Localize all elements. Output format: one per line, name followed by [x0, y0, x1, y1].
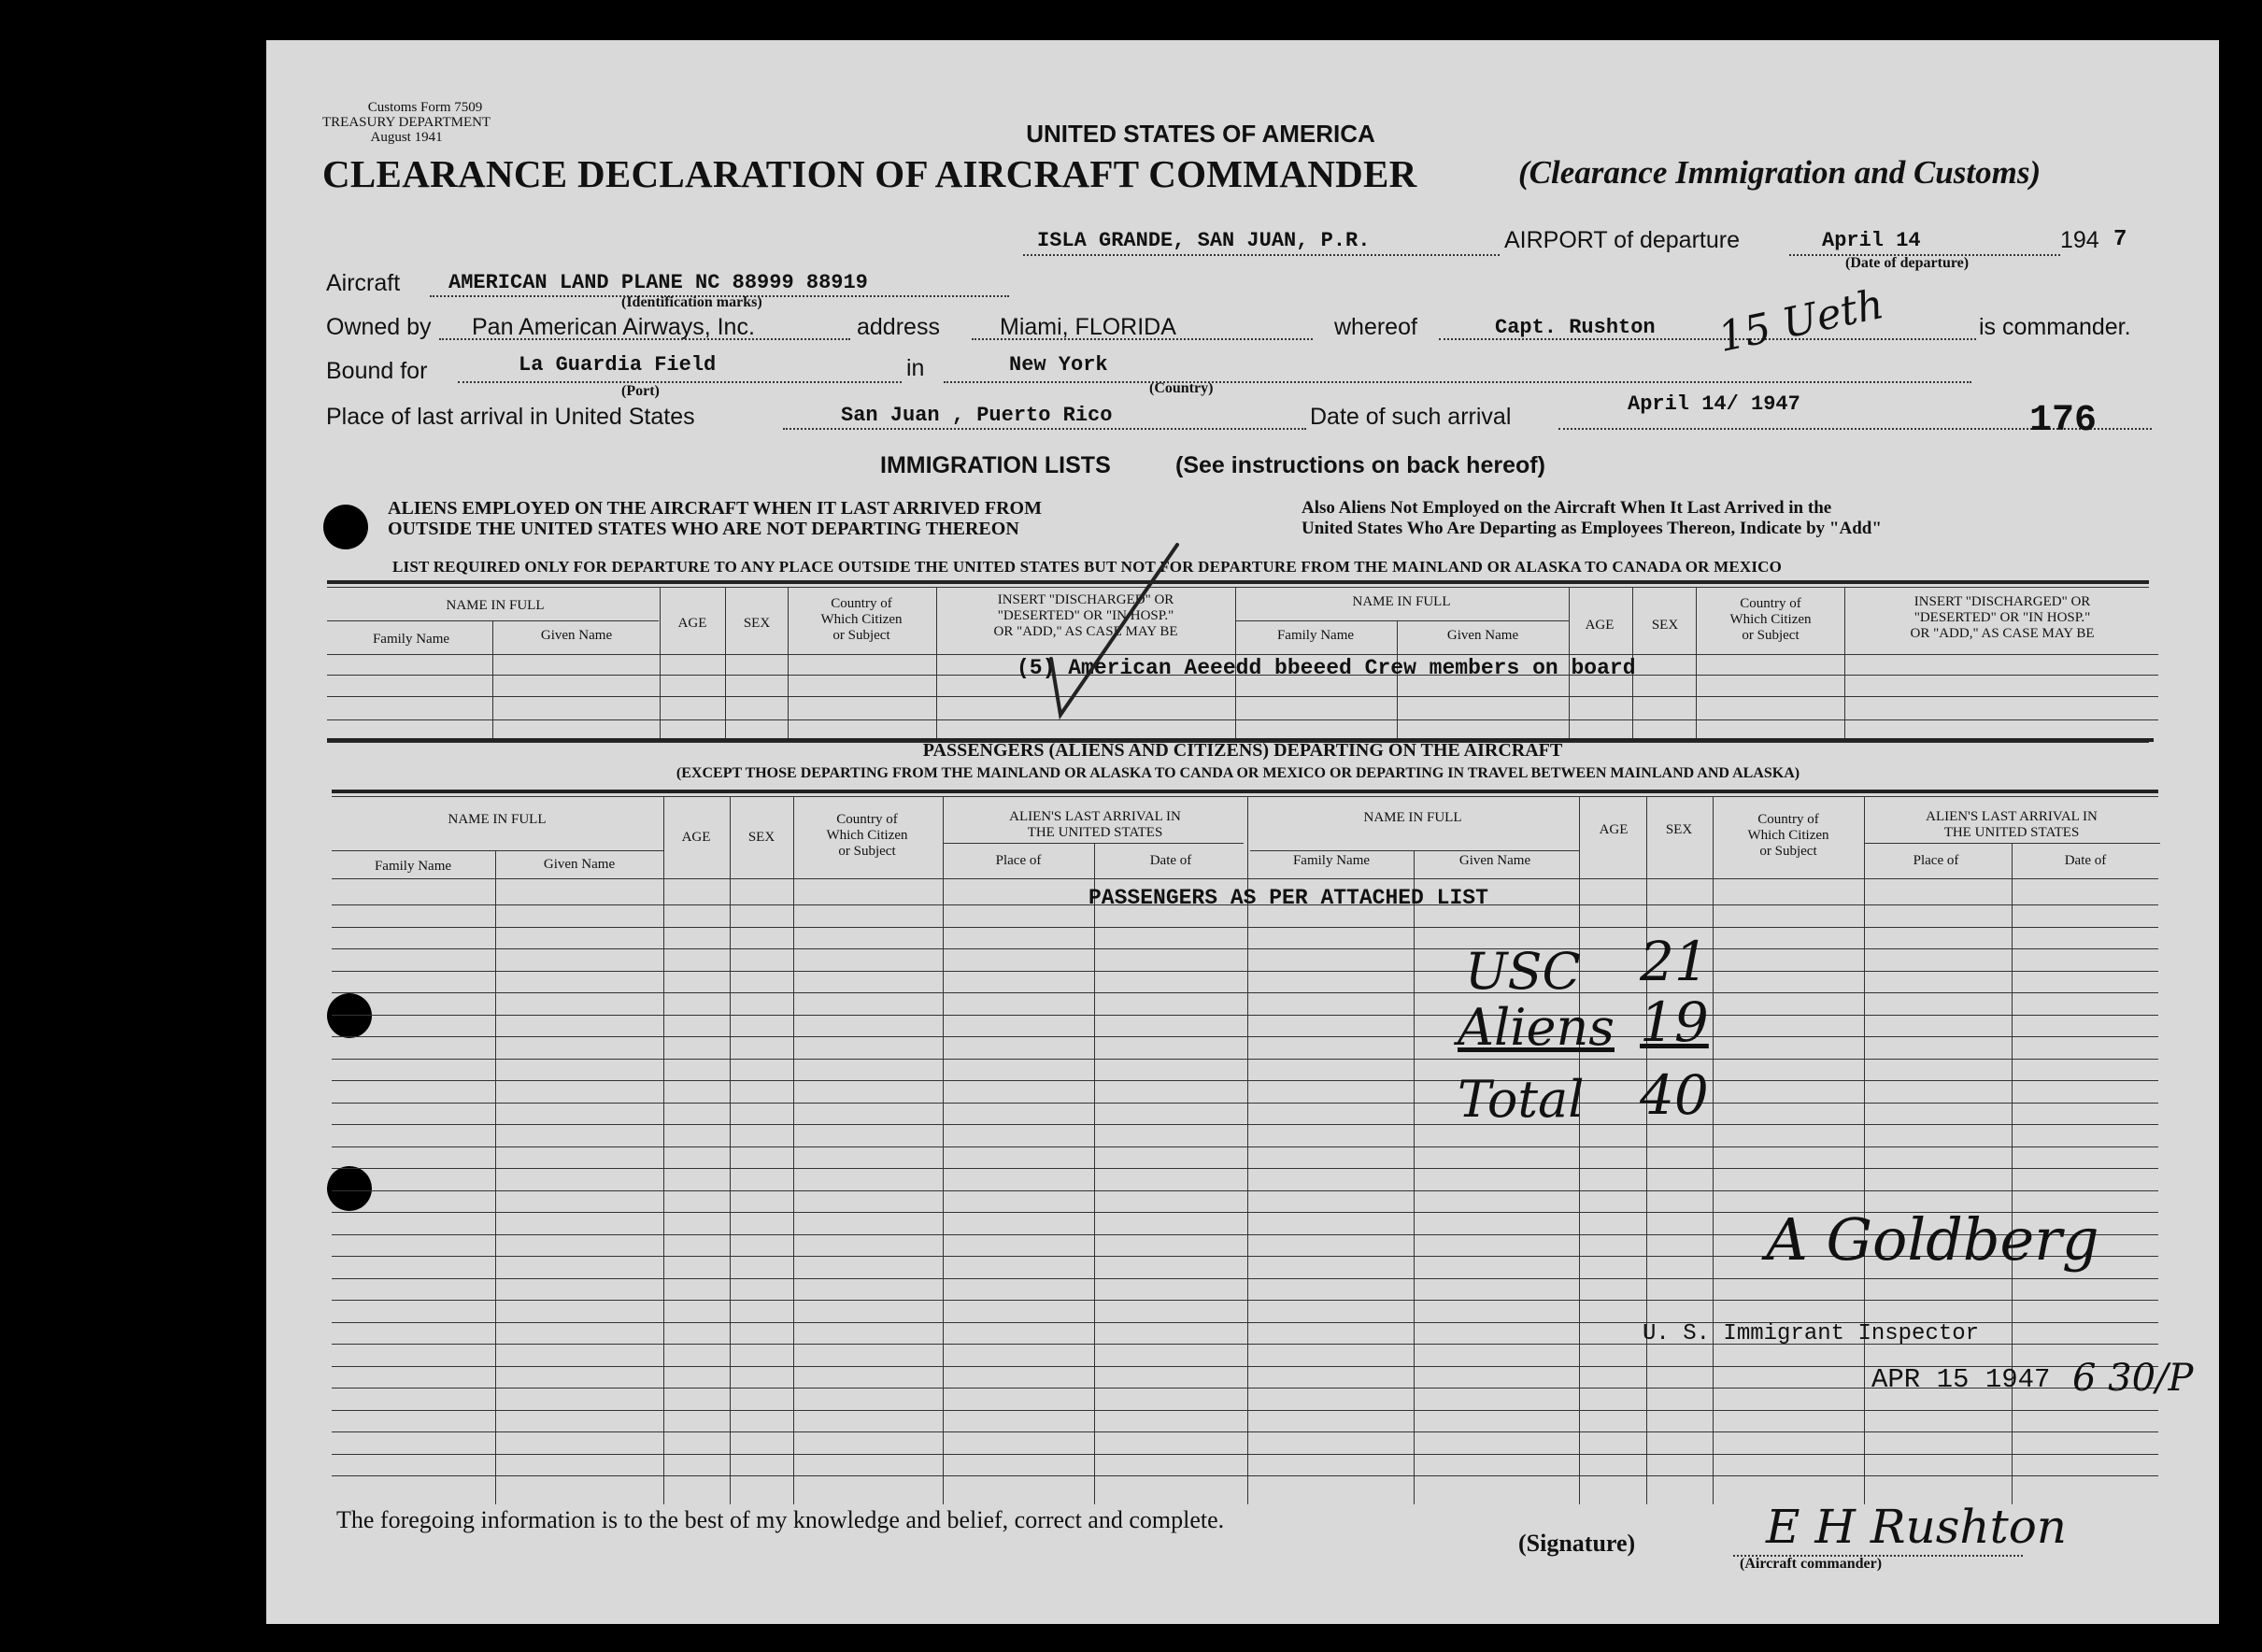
stamp-number: 176 [2029, 400, 2098, 442]
table-row-line [332, 1080, 2158, 1081]
right-note-line-2: United States Who Are Departing as Employees Thereon, Indicate by "Add" [1302, 519, 1882, 538]
crew-sex-header: SEX [743, 616, 771, 631]
arrival-date-label: Date of such arrival [1310, 404, 1512, 430]
crew-country-header [820, 596, 902, 644]
crew-insert-2-line-3: OR "ADD," AS CASE MAY BE [1910, 626, 2095, 641]
crew-insert-2-line-1: INSERT "DISCHARGED" OR [1913, 594, 2091, 609]
passenger-given-name-header: Given Name [543, 857, 616, 872]
airport-departure-label: AIRPORT of departure [1504, 227, 1740, 253]
country-caption: (Country) [1149, 380, 1214, 396]
table-row-line [332, 948, 2158, 949]
tally-aliens-label: Aliens [1458, 998, 1615, 1057]
tally-total-value: 40 [1640, 1063, 1709, 1127]
page-subtitle: (Clearance Immigration and Customs) [1518, 154, 2041, 191]
crew-country-2-line-1: Country of [1740, 596, 1801, 611]
passenger-last-arrival-header-2 [1926, 809, 2098, 841]
right-note-line-1: Also Aliens Not Employed on the Aircraft When It Last Arrived in the [1302, 498, 1832, 518]
table-row-line [332, 1278, 2158, 1279]
passenger-date-of-header-2: Date of [2064, 853, 2107, 868]
punch-hole-bottom [327, 1166, 372, 1211]
passenger-country-2-line-3: or Subject [1759, 844, 1817, 859]
immigration-title: IMMIGRATION LISTS [880, 452, 1111, 478]
departure-year-prefix: 194 [2060, 227, 2099, 253]
table-row-line [332, 1168, 2158, 1169]
passenger-country-line-1: Country of [836, 812, 898, 827]
punch-hole-middle [327, 993, 372, 1038]
departure-date-caption: (Date of departure) [1845, 255, 1970, 271]
commander-signature: E H Rushton [1766, 1500, 2067, 1554]
passenger-name-header: NAME IN FULL [448, 812, 547, 827]
table-row-line [332, 927, 2158, 928]
last-arrival-line-2: THE UNITED STATES [1027, 825, 1163, 840]
aircraft-value: AMERICAN LAND PLANE NC 88999 88919 [448, 271, 868, 294]
crew-insert-2-line-2: "DESERTED" OR "IN HOSP." [1913, 610, 2091, 625]
tally-usc-value: 21 [1640, 930, 1709, 993]
crew-country-line-1: Country of [831, 596, 892, 611]
passenger-age-header-2: AGE [1599, 822, 1629, 837]
passenger-family-name-header-2: Family Name [1292, 853, 1371, 868]
crew-country-line-3: or Subject [832, 628, 890, 643]
aircraft-label: Aircraft [326, 270, 401, 296]
crew-insert-line-3: OR "ADD," AS CASE MAY BE [993, 624, 1178, 639]
passenger-name-header-2: NAME IN FULL [1363, 810, 1462, 825]
crew-age-header: AGE [677, 616, 707, 631]
left-note-line-2: OUTSIDE THE UNITED STATES WHO ARE NOT DEPARTING THEREON [388, 519, 1019, 539]
table-row-line [332, 1190, 2158, 1191]
immigration-right-note [1302, 498, 1882, 539]
commander-value: Capt. Rushton [1495, 316, 1656, 339]
departure-year-suffix: 7 [2113, 227, 2127, 252]
crew-country-line-2: Which Citizen [820, 612, 903, 627]
passenger-age-header: AGE [681, 830, 711, 845]
whereof-label: whereof [1334, 314, 1417, 340]
table-row-line [332, 1431, 2158, 1432]
table-row-line [332, 1124, 2158, 1125]
bound-for-label: Bound for [326, 358, 428, 384]
table-row-line [332, 1475, 2158, 1476]
owned-by-label: Owned by [326, 314, 432, 340]
port-value: La Guardia Field [519, 353, 717, 377]
passenger-sex-header: SEX [747, 830, 775, 845]
crew-given-name-header-2: Given Name [1446, 628, 1519, 643]
crew-insert-line-1: INSERT "DISCHARGED" OR [997, 592, 1174, 607]
crew-country-2-line-2: Which Citizen [1729, 612, 1812, 627]
immigration-title-note: (See instructions on back hereof) [1175, 452, 1545, 478]
table-row-line [332, 1146, 2158, 1147]
country-heading: UNITED STATES OF AMERICA [1026, 120, 1375, 148]
owner-value: Pan American Airways, Inc. [472, 314, 755, 340]
aircraft-caption: (Identification marks) [621, 294, 762, 310]
table-row-line [332, 992, 2158, 993]
crew-age-header-2: AGE [1585, 618, 1615, 633]
crew-name-header-2: NAME IN FULL [1352, 594, 1451, 609]
table-row-line [332, 1015, 2158, 1016]
last-arrival-label: Place of last arrival in United States [326, 404, 695, 430]
crew-insert-header-2 [1910, 594, 2094, 642]
passengers-entry: PASSENGERS AS PER ATTACHED LIST [1088, 886, 1488, 910]
form-number: Customs Form 7509 [367, 100, 483, 115]
crew-name-header: NAME IN FULL [446, 598, 545, 613]
arrival-date-value: April 14/ 1947 [1628, 392, 1800, 416]
table-row-line [332, 1059, 2158, 1060]
check-mark-icon [1042, 537, 1257, 724]
last-arrival-value: San Juan , Puerto Rico [841, 404, 1113, 427]
form-identifier [322, 100, 491, 145]
passenger-place-of-header: Place of [995, 853, 1042, 868]
crew-family-name-header-2: Family Name [1276, 628, 1355, 643]
tally-usc-label: USC [1465, 942, 1581, 1001]
handwritten-note: 15 Ueth [1714, 279, 1888, 363]
last-arrival-2-line-1: ALIEN'S LAST ARRIVAL IN [1926, 809, 2098, 824]
inspector-title: U. S. Immigrant Inspector [1643, 1321, 1980, 1346]
passenger-sex-header-2: SEX [1665, 822, 1693, 837]
table-row-line [332, 1036, 2158, 1037]
crew-country-2-line-3: or Subject [1742, 628, 1800, 643]
passenger-country-line-3: or Subject [838, 844, 896, 859]
inspector-signature: A Goldberg [1766, 1205, 2099, 1274]
address-value: Miami, FLORIDA [1000, 314, 1176, 340]
punch-hole-top [323, 505, 368, 549]
form-date: August 1941 [370, 130, 443, 145]
departure-place-value: ISLA GRANDE, SAN JUAN, P.R. [1037, 229, 1371, 252]
passenger-date-of-header: Date of [1149, 853, 1192, 868]
crew-insert-line-2: "DESERTED" OR "IN HOSP." [997, 608, 1174, 623]
crew-given-name-header: Given Name [540, 628, 613, 643]
tally-total-label: Total [1458, 1070, 1585, 1129]
table-row-line [332, 971, 2158, 972]
commander-caption: (Aircraft commander) [1740, 1556, 1883, 1572]
passenger-country-header [826, 812, 907, 860]
passenger-place-of-header-2: Place of [1913, 853, 1959, 868]
is-commander-label: is commander. [1979, 314, 2131, 340]
immigration-left-note [388, 498, 1042, 539]
tally-aliens-value: 19 [1640, 990, 1709, 1054]
passenger-family-name-header: Family Name [374, 859, 452, 874]
passenger-country-2-line-2: Which Citizen [1747, 828, 1829, 843]
table-row-line [332, 1300, 2158, 1301]
table-row-line [332, 1103, 2158, 1104]
inspector-time-note: 6 30/P [2072, 1357, 2194, 1400]
crew-entry: (5) American Aeeedd bbeeed Crew members on board [1017, 656, 1636, 680]
left-note-line-1: ALIENS EMPLOYED ON THE AIRCRAFT WHEN IT LAST ARRIVED FROM [388, 498, 1042, 519]
port-caption: (Port) [621, 383, 660, 399]
page-title: CLEARANCE DECLARATION OF AIRCRAFT COMMANDER [322, 152, 1417, 195]
address-label: address [857, 314, 940, 340]
last-arrival-line-1: ALIEN'S LAST ARRIVAL IN [1009, 809, 1181, 824]
passenger-country-line-2: Which Citizen [826, 828, 908, 843]
table-row-line [332, 1410, 2158, 1411]
crew-sex-header-2: SEX [1651, 618, 1679, 633]
passengers-title: PASSENGERS (ALIENS AND CITIZENS) DEPARTING ON THE AIRCRAFT [922, 740, 1563, 761]
departure-date-value: April 14 [1822, 229, 1921, 252]
country-value: New York [1009, 353, 1108, 377]
footer-statement: The foregoing information is to the best of my knowledge and belief, correct and complete. [336, 1506, 1225, 1533]
last-arrival-2-line-2: THE UNITED STATES [1943, 825, 2080, 840]
passengers-subtitle: (EXCEPT THOSE DEPARTING FROM THE MAINLAND OR ALASKA TO CANDA OR MEXICO OR DEPARTING IN TRAVEL BETWEEN MAINLAND AND ALASKA) [676, 765, 1800, 781]
passenger-given-name-header-2: Given Name [1458, 853, 1531, 868]
passenger-country-header-2 [1747, 812, 1828, 860]
passenger-last-arrival-header [1009, 809, 1181, 841]
list-required-note: LIST REQUIRED ONLY FOR DEPARTURE TO ANY PLACE OUTSIDE THE UNITED STATES BUT NOT FOR DEPARTURE FROM THE MAINLAND OR ALASKA TO CANADA OR MEXICO [392, 558, 1783, 576]
crew-country-header-2 [1729, 596, 1811, 644]
passenger-country-2-line-1: Country of [1757, 812, 1819, 827]
inspector-stamp-date: APR 15 1947 [1871, 1364, 2051, 1395]
form-department: TREASURY DEPARTMENT [322, 115, 491, 130]
crew-family-name-header: Family Name [372, 632, 450, 647]
signature-label: (Signature) [1518, 1530, 1636, 1557]
in-label: in [906, 355, 925, 381]
table-row-line [332, 1454, 2158, 1455]
